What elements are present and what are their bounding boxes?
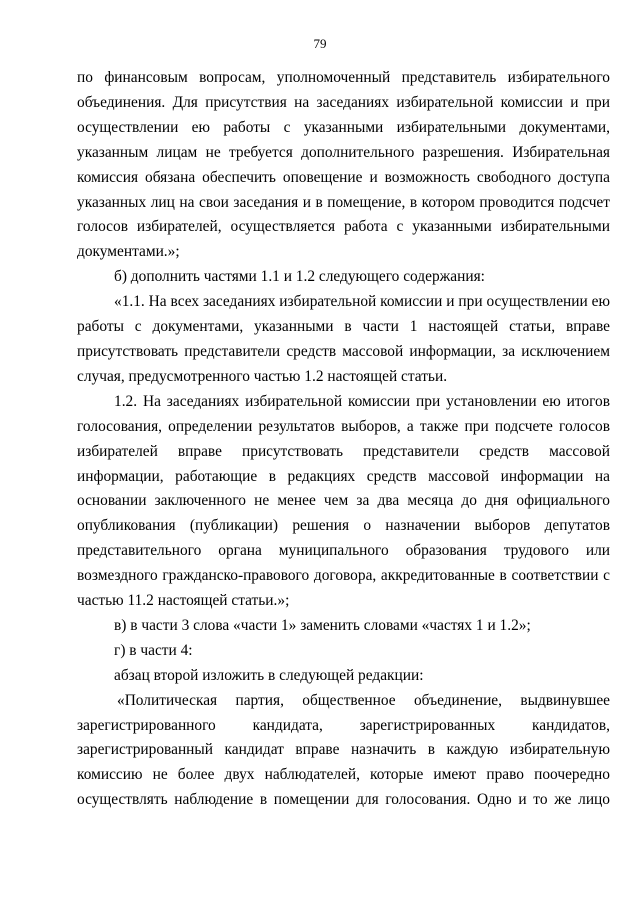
paragraph-item-b: б) дополнить частями 1.1 и 1.2 следующего содержания: xyxy=(114,268,485,286)
paragraph-part-1-1: «1.1. На всех заседаниях избирательной комиссии и при осуществлении ею работы с документами, указанными в части 1 настоящей статьи, вправе присутствовать представители средств массовой информации, за исключением случая, предусмотренного частью 1.2 настоящей статьи. xyxy=(77,293,610,385)
paragraph-item-g: г) в части 4: xyxy=(114,641,193,659)
paragraph-quoted-text: «Политическая партия, общественное объединение, выдвинувшее зарегистрированного кандидата, зарегистрированных кандидатов, зарегистрированный кандидат вправе назначить в каждую избирательную комиссию не более двух наблюдателей, которые имеют право поочередно осуществлять наблюдение в помещении для голосования. Одно и то же лицо xyxy=(77,691,610,809)
paragraph-second-abzac: абзац второй изложить в следующей редакции: xyxy=(114,666,424,684)
document-body xyxy=(77,66,610,813)
page-number: 79 xyxy=(313,36,327,51)
paragraph-continuation: по финансовым вопросам, уполномоченный представитель избирательного объединения. Для присутствия на заседаниях избирательной комиссии и при осуществлении ею работы с указанными избирательными документами, указанным лицам не требуется дополнительного разрешения. Избирательная комиссия обязана обеспечить оповещение и возможность свободного доступа указанных лиц на свои заседания и в помещение, в котором проводится подсчет голосов избирателей, осуществляется работа с указанными избирательными документами.»; xyxy=(77,69,610,261)
paragraph-item-v: в) в части 3 слова «части 1» заменить словами «частях 1 и 1.2»; xyxy=(114,616,531,634)
paragraph-part-1-2: 1.2. На заседаниях избирательной комиссии при установлении ею итогов голосования, определении результатов выборов, а также при подсчете голосов избирателей вправе присутствовать представители средств массовой информации, работающие в редакциях средств массовой информации на основании заключенного не менее чем за два месяца до дня официального опубликования (публикации) решения о назначении выборов депутатов представительного органа муниципального образования трудового или возмездного гражданско-правового договора, аккредитованные в соответствии с частью 11.2 настоящей статьи.»; xyxy=(77,392,610,610)
